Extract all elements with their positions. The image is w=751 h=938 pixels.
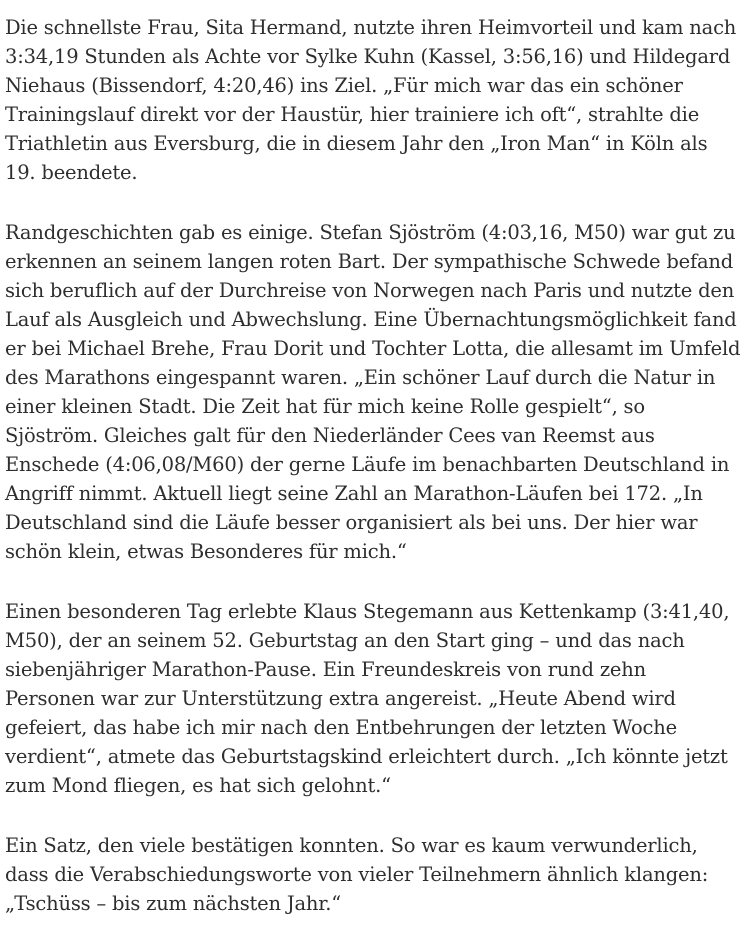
article-paragraph-4: Ein Satz, den viele bestätigen konnten. So war es kaum verwunderlich, dass die Verabschiedungsworte von vieler Teilnehmern ähnlich klangen: „Tschüss – bis zum nächsten Jahr.“: [5, 834, 709, 915]
article-paragraph-3: Einen besonderen Tag erlebte Klaus Stegemann aus Kettenkamp (3:41,40, M50), der an seinem 52. Geburtstag an den Start ging – und das nach siebenjähriger Marathon-Pause. Ein Freundeskreis von rund zehn Personen war zur Unterstützung extra angereist. „Heute Abend wird gefeiert, das habe ich mir nach den Entbehrungen der letzten Woche verdient“, atmete das Geburtstagskind erleichtert durch. „Ich könnte jetzt zum Mond fliegen, es hat sich gelohnt.“: [5, 600, 730, 797]
article-paragraph-1: Die schnellste Frau, Sita Hermand, nutzte ihren Heimvorteil und kam nach 3:34,19 Stunden als Achte vor Sylke Kuhn (Kassel, 3:56,16) und Hildegard Niehaus (Bissendorf, 4:20,46) ins Ziel. „Für mich war das ein schöner Trainingslauf direkt vor der Haustür, hier trainiere ich oft“, strahlte die Triathletin aus Eversburg, die in diesem Jahr den „Iron Man“ in Köln als 19. beendete.: [5, 16, 737, 184]
article-paragraph-2: Randgeschichten gab es einige. Stefan Sjöström (4:03,16, M50) war gut zu erkennen an seinem langen roten Bart. Der sympathische Schwede befand sich beruflich auf der Durchreise von Norwegen nach Paris und nutzte den Lauf als Ausgleich und Abwechslung. Eine Übernachtungsmöglichkeit fand er bei Michael Brehe, Frau Dorit und Tochter Lotta, die allesamt im Umfeld des Marathons eingespannt waren. „Ein schöner Lauf durch die Natur in einer kleinen Stadt. Die Zeit hat für mich keine Rolle gespielt“, so Sjöström. Gleiches galt für den Niederländer Cees van Reemst aus Enschede (4:06,08/M60) der gerne Läufe im benachbarten Deutschland in Angriff nimmt. Aktuell liegt seine Zahl an Marathon-Läufen bei 172. „In Deutschland sind die Läufe besser organisiert als bei uns. Der hier war schön klein, etwas Besonderes für mich.“: [5, 221, 741, 563]
